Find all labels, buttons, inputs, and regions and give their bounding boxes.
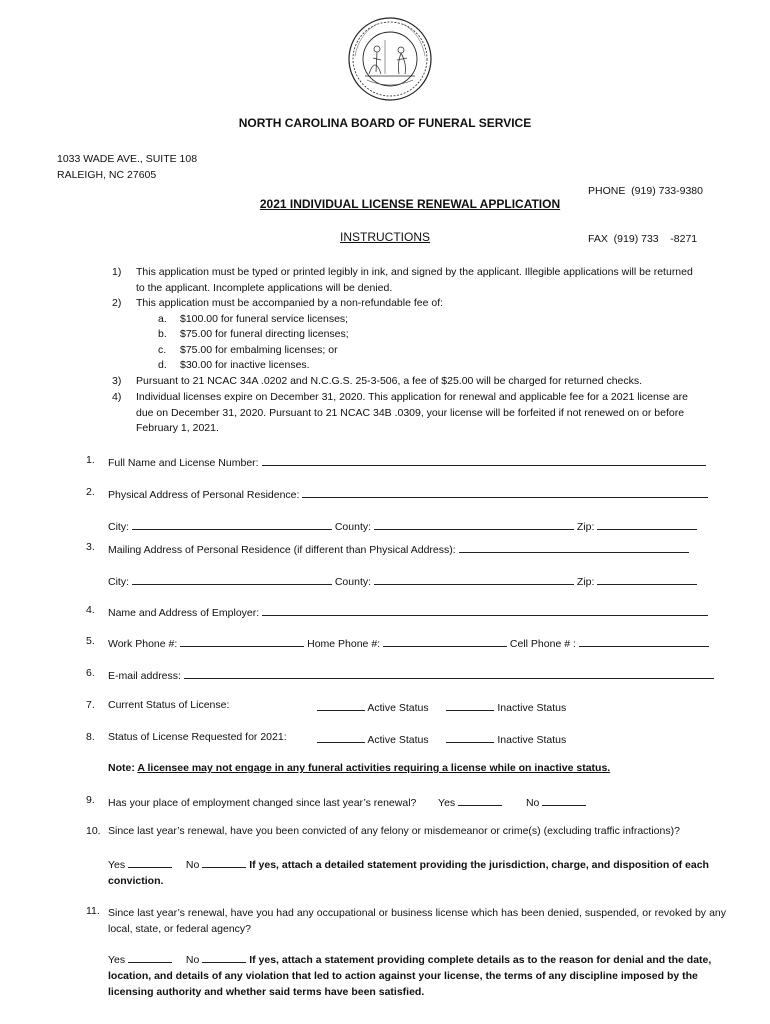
full-name-field[interactable] (262, 454, 706, 466)
question-number: 5. (86, 635, 95, 647)
convictions-yes-field[interactable] (128, 856, 172, 868)
instruction-text: This application must be typed or printed legibly in ink, and signed by the applicant. Illegible applications will be returned to the applicant. Incomplete applications will be denied. (136, 266, 693, 294)
full-name-label: Full Name and License Number: (108, 457, 259, 469)
question-number: 6. (86, 667, 95, 679)
current-status-options (317, 699, 566, 716)
fee-text: $75.00 for funeral directing licenses; (180, 328, 349, 340)
yes-label: Yes (438, 797, 456, 809)
fee-text: $100.00 for funeral service licenses; (180, 313, 349, 325)
mailing-city-county-zip-row (108, 573, 697, 590)
mailing-address-row (108, 541, 689, 558)
question-number: 8. (86, 731, 95, 743)
fee-text: $75.00 for embalming licenses; or (180, 344, 338, 356)
fee-letter: d. (158, 359, 167, 371)
board-name: NORTH CAROLINA BOARD OF FUNERAL SERVICE (238, 116, 532, 130)
mailing-zip-field[interactable] (597, 573, 697, 585)
fee-letter: c. (158, 344, 167, 356)
mailing-address-label: Mailing Address of Personal Residence (if different than Physical Address): (108, 544, 456, 556)
inactive-status-note (108, 762, 610, 776)
requested-inactive-field[interactable] (446, 731, 494, 743)
requested-active-field[interactable] (317, 731, 365, 743)
work-phone-label: Work Phone #: (108, 638, 178, 650)
board-contact (588, 151, 703, 279)
active-status-label: Active Status (367, 734, 429, 746)
phones-row (108, 635, 709, 652)
employment-changed-yes-field[interactable] (458, 794, 502, 806)
city-label: City: (108, 576, 129, 588)
license-actions-answer (108, 951, 726, 1000)
home-phone-field[interactable] (383, 635, 507, 647)
question-number: 7. (86, 699, 95, 711)
mailing-city-field[interactable] (132, 573, 332, 585)
question-number: 1. (86, 454, 95, 466)
mailing-county-field[interactable] (374, 573, 574, 585)
no-label: No (525, 797, 540, 809)
employer-label: Name and Address of Employer: (108, 607, 260, 619)
note-label: Note: (108, 762, 135, 774)
no-label: No (185, 954, 200, 966)
address-line-1: 1033 WADE AVE., SUITE 108 (57, 153, 198, 165)
convictions-answer (108, 856, 726, 889)
convictions-row (108, 825, 680, 839)
instructions-heading: INSTRUCTIONS (340, 230, 430, 244)
no-label: No (185, 859, 200, 871)
physical-address-field[interactable] (302, 486, 708, 498)
zip-label: Zip: (576, 521, 595, 533)
fee-text: $30.00 for inactive licenses. (180, 359, 310, 371)
instruction-text: Individual licenses expire on December 31, 2020. This application for renewal and applicable fee for a 2021 license are due on December 31, 2020. Pursuant to 21 NCAC 34B .0309, your license will be forfeited if not renewed on or before February 1, 2021. (136, 391, 688, 434)
convictions-label: Since last year’s renewal, have you been convicted of any felony or misdemeanor or crime(s) (excluding traffic infractions)? (108, 825, 680, 837)
cell-phone-field[interactable] (579, 635, 709, 647)
note-text: A licensee may not engage in any funeral activities requiring a license while on inactive status. (137, 762, 611, 774)
nc-state-seal (345, 16, 435, 102)
current-status-label: Current Status of License: (108, 699, 230, 711)
home-phone-label: Home Phone #: (307, 638, 381, 650)
physical-city-county-zip-row (108, 518, 697, 535)
employment-changed-row (108, 794, 586, 811)
instruction-text: Pursuant to 21 NCAC 34A .0202 and N.C.G.S. 25-3-506, a fee of $25.00 will be charged for returned checks. (136, 375, 643, 387)
question-number: 10. (86, 825, 101, 837)
city-label: City: (108, 521, 129, 533)
fee-letter: a. (158, 313, 167, 325)
email-field[interactable] (184, 667, 714, 679)
convictions-instruction: If yes, attach a detailed statement providing the jurisdiction, charge, and disposition of each conviction. (108, 859, 709, 887)
email-label: E-mail address: (108, 670, 181, 682)
active-status-label: Active Status (367, 702, 429, 714)
license-actions-no-field[interactable] (202, 951, 246, 963)
current-status-row (108, 699, 229, 713)
employer-row (108, 604, 708, 621)
question-number: 4. (86, 604, 95, 616)
requested-status-options (317, 731, 566, 748)
physical-zip-field[interactable] (597, 518, 697, 530)
inactive-status-label: Inactive Status (497, 734, 567, 746)
physical-address-label: Physical Address of Personal Residence: (108, 489, 300, 501)
fax-number: FAX (919) 733 -8271 (588, 233, 698, 245)
question-number: 3. (86, 541, 95, 553)
inactive-status-label: Inactive Status (497, 702, 567, 714)
requested-status-row (108, 731, 287, 745)
physical-county-field[interactable] (374, 518, 574, 530)
current-inactive-field[interactable] (446, 699, 494, 711)
mailing-address-field[interactable] (459, 541, 689, 553)
license-actions-label: Since last year’s renewal, have you had any occupational or business license which has been denied, suspended, or revoked by any local, state, or federal agency? (108, 907, 726, 935)
question-number: 2. (86, 486, 95, 498)
question-number: 9. (86, 794, 95, 806)
instruction-text: This application must be accompanied by a non-refundable fee of: (136, 297, 444, 309)
phone-number: PHONE (919) 733-9380 (588, 185, 703, 197)
instruction-number: 4) (112, 391, 122, 403)
zip-label: Zip: (576, 576, 595, 588)
requested-status-label: Status of License Requested for 2021: (108, 731, 287, 743)
license-actions-instruction: If yes, attach a statement providing complete details as to the reason for denial and the date, location, and details of any violation that led to action against your license, the terms of any discipline imposed by the licensing authority and whether said terms have been satisfied. (108, 954, 712, 998)
convictions-no-field[interactable] (202, 856, 246, 868)
yes-label: Yes (108, 954, 126, 966)
instruction-number: 3) (112, 375, 122, 387)
instruction-number: 2) (112, 297, 122, 309)
license-actions-yes-field[interactable] (128, 951, 172, 963)
employment-changed-no-field[interactable] (542, 794, 586, 806)
physical-address-row (108, 486, 708, 503)
email-row (108, 667, 714, 684)
employment-changed-label: Has your place of employment changed since last year’s renewal? (108, 797, 417, 809)
county-label: County: (334, 521, 372, 533)
fee-letter: b. (158, 328, 167, 340)
application-title: 2021 INDIVIDUAL LICENSE RENEWAL APPLICATION (259, 197, 561, 211)
full-name-row (108, 454, 706, 471)
question-number: 11. (86, 905, 100, 917)
employer-field[interactable] (262, 604, 708, 616)
physical-city-field[interactable] (132, 518, 332, 530)
instruction-number: 1) (112, 266, 122, 278)
current-active-field[interactable] (317, 699, 365, 711)
address-line-2: RALEIGH, NC 27605 (57, 169, 157, 181)
county-label: County: (334, 576, 372, 588)
work-phone-field[interactable] (180, 635, 304, 647)
yes-label: Yes (108, 859, 126, 871)
cell-phone-label: Cell Phone # : (509, 638, 576, 650)
board-address (57, 151, 197, 183)
